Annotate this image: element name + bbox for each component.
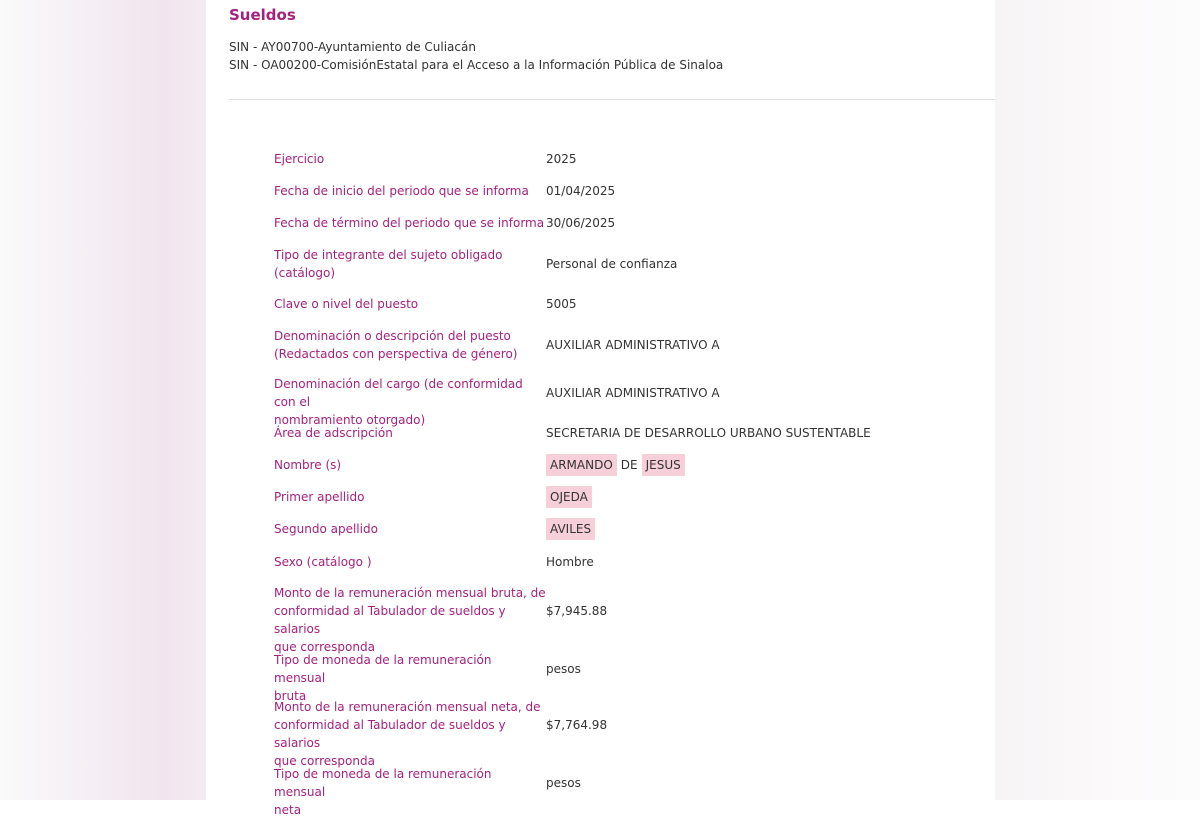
field-value: pesos bbox=[546, 662, 581, 676]
field-value: Hombre bbox=[546, 555, 594, 569]
field-label-line: que corresponda bbox=[274, 754, 375, 768]
field-label-line: Tipo de moneda de la remuneración mensual bbox=[274, 767, 492, 799]
field-label: Fecha de inicio del periodo que se informa bbox=[274, 184, 529, 198]
field-label: Sexo (catálogo ) bbox=[274, 555, 372, 569]
field-label bbox=[274, 246, 546, 282]
name-connector: DE bbox=[620, 458, 638, 472]
name-chip-first: ARMANDO bbox=[546, 454, 617, 476]
field-label-line: Denominación del cargo (de conformidad con el bbox=[274, 377, 523, 409]
name-chip-second: JESUS bbox=[642, 454, 685, 476]
field-value: 5005 bbox=[546, 297, 577, 311]
surname-chip: OJEDA bbox=[546, 486, 592, 508]
field-label-line: Monto de la remuneración mensual neta, de bbox=[274, 700, 541, 714]
field-label bbox=[274, 584, 546, 656]
field-label-line: Monto de la remuneración mensual bruta, de bbox=[274, 586, 546, 600]
field-value bbox=[546, 486, 592, 508]
field-label: Nombre (s) bbox=[274, 458, 342, 472]
field-label: Ejercicio bbox=[274, 152, 325, 166]
field-label-line: (catálogo) bbox=[274, 266, 336, 280]
field-label bbox=[274, 327, 546, 363]
field-label: Fecha de término del periodo que se informa bbox=[274, 216, 545, 230]
field-value: $7,945.88 bbox=[546, 604, 608, 618]
field-value: 30/06/2025 bbox=[546, 216, 616, 230]
page-background-left bbox=[0, 0, 206, 800]
field-label-line: neta bbox=[274, 803, 302, 817]
field-value: SECRETARIA DE DESARROLLO URBANO SUSTENTABLE bbox=[546, 426, 871, 440]
field-label bbox=[274, 698, 546, 770]
field-label: Área de adscripción bbox=[274, 426, 393, 440]
header-divider bbox=[229, 99, 995, 100]
field-value bbox=[546, 518, 595, 540]
field-label-line: bruta bbox=[274, 689, 307, 703]
page-background-right bbox=[995, 0, 1200, 800]
field-label bbox=[274, 375, 546, 429]
field-label bbox=[274, 765, 546, 819]
field-label-line: conformidad al Tabulador de sueldos y salarios bbox=[274, 604, 506, 636]
subject-line-2: SIN - OA00200-ComisiónEstatal para el Acceso a la Información Pública de Sinaloa bbox=[229, 58, 724, 72]
field-value: Personal de confianza bbox=[546, 257, 678, 271]
field-value: AUXILIAR ADMINISTRATIVO A bbox=[546, 386, 720, 400]
surname-chip: AVILES bbox=[546, 518, 595, 540]
field-label: Segundo apellido bbox=[274, 522, 378, 536]
field-label-line: (Redactados con perspectiva de género) bbox=[274, 347, 518, 361]
field-value: 01/04/2025 bbox=[546, 184, 616, 198]
field-value: 2025 bbox=[546, 152, 577, 166]
field-label-line: conformidad al Tabulador de sueldos y salarios bbox=[274, 718, 506, 750]
field-value bbox=[546, 454, 685, 476]
field-value: $7,764.98 bbox=[546, 718, 608, 732]
page-title: Sueldos bbox=[229, 6, 296, 24]
field-label-line: que corresponda bbox=[274, 640, 375, 654]
field-label: Primer apellido bbox=[274, 490, 365, 504]
field-value: AUXILIAR ADMINISTRATIVO A bbox=[546, 338, 720, 352]
field-label-line: Tipo de integrante del sujeto obligado bbox=[274, 248, 503, 262]
field-label-line: Denominación o descripción del puesto bbox=[274, 329, 511, 343]
field-label: Clave o nivel del puesto bbox=[274, 297, 419, 311]
field-label bbox=[274, 651, 546, 705]
field-label-line: nombramiento otorgado) bbox=[274, 413, 426, 427]
subject-line-1: SIN - AY00700-Ayuntamiento de Culiacán bbox=[229, 40, 476, 54]
field-label-line: Tipo de moneda de la remuneración mensual bbox=[274, 653, 492, 685]
field-value: pesos bbox=[546, 776, 581, 790]
